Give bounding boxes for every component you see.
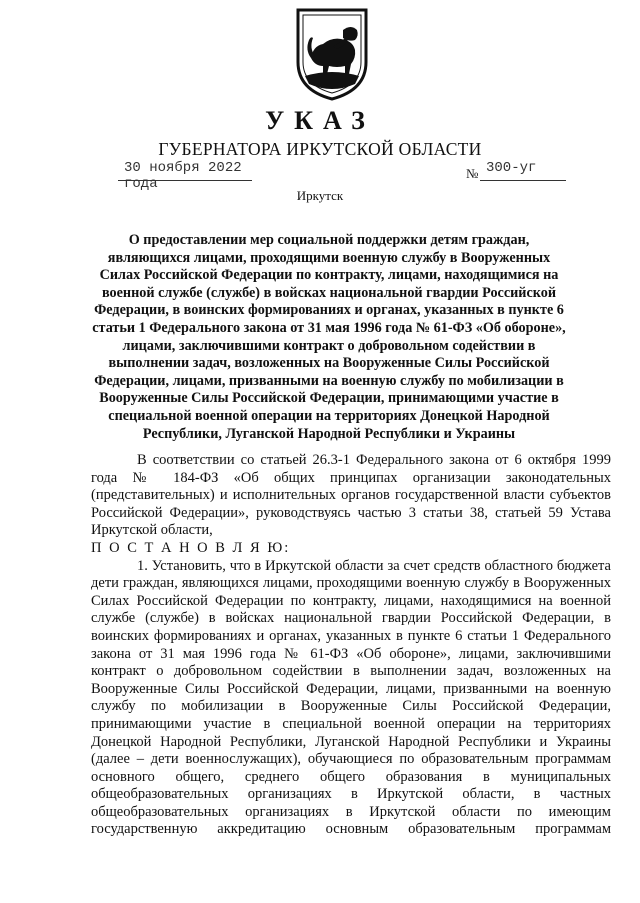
date-underline: [118, 180, 252, 181]
intro-paragraph: В соответствии со статьей 26.3-1 Федерального закона от 6 октября 1999 года № 184-ФЗ «Об общих принципах организации законодательных (представительных) и исполнительных органов государственной власти субъектов Российской Федерации», руководствуясь частью 3 статьи 38, статьей 59 Устава Иркутской области,: [91, 452, 611, 539]
document-subtitle: ГУБЕРНАТОРА ИРКУТСКОЙ ОБЛАСТИ: [158, 139, 482, 159]
document-title: УКАЗ: [265, 106, 375, 135]
document-date: 30 ноября 2022 года: [124, 160, 242, 192]
paragraph-1: 1. Установить, что в Иркутской области за счет средств областного бюджета дети граждан, являющихся лицами, проходящими военную службу в Вооруженных Силах Российской Федерации по контракту, лицами, находящимися на военной службе (службе) в войсках национальной гвардии Российской Федерации, в воинских формированиях и органах, указанных в пункте 6 статьи 1 Федерального закона от 31 мая 1996 года № 61-ФЗ «Об обороне», лицами, заключившими контракт о добровольном содействии в выполнении задач, возложенных на Вооруженные Силы Российской Федерации, лицами, призванными на военную службу по мобилизации в Вооруженные Силы Российской Федерации, принимающими участие в специальной военной операции на территориях Донецкой Народной Республики, Луганской Народной Республики и Украины (далее – дети военнослужащих), обучающиеся по образовательным программам основного общего, среднего общего образования в муниципальных общеобразовательных организациях в Иркутской области, в частных общеобразовательных организациях в Иркутской области по имеющим государственную аккредитацию основным образовательным программам: [91, 557, 611, 838]
document-number: 300-уг: [486, 160, 537, 176]
number-underline: [480, 180, 566, 181]
resolve-line: П О С Т А Н О В Л Я Ю:: [91, 539, 291, 556]
document-body: [91, 452, 611, 839]
coat-of-arms-emblem-icon: [293, 6, 371, 102]
number-sign: №: [466, 166, 479, 181]
document-city: Иркутск: [296, 188, 344, 203]
document-heading: О предоставлении мер социальной поддержки детям граждан, являющихся лицами, проходящими военную службу в Вооруженных Силах Российской Федерации по контракту, лицами, находящимися на военной службе (службе) в войсках национальной гвардии Российской Федерации, в воинских формированиях и органах, указанных в пункте 6 статьи 1 Федерального закона от 31 мая 1996 года № 61-ФЗ «Об обороне», лицами, заключившими контракт о добровольном содействии в выполнении задач, возложенных на Вооруженные Силы Российской Федерации, лицами, призванными на военную службу по мобилизации в Вооруженные Силы Российской Федерации, принимающими участие в специальной военной операции на территориях Донецкой Народной Республики, Луганской Народной Республики и Украины: [92, 232, 566, 442]
